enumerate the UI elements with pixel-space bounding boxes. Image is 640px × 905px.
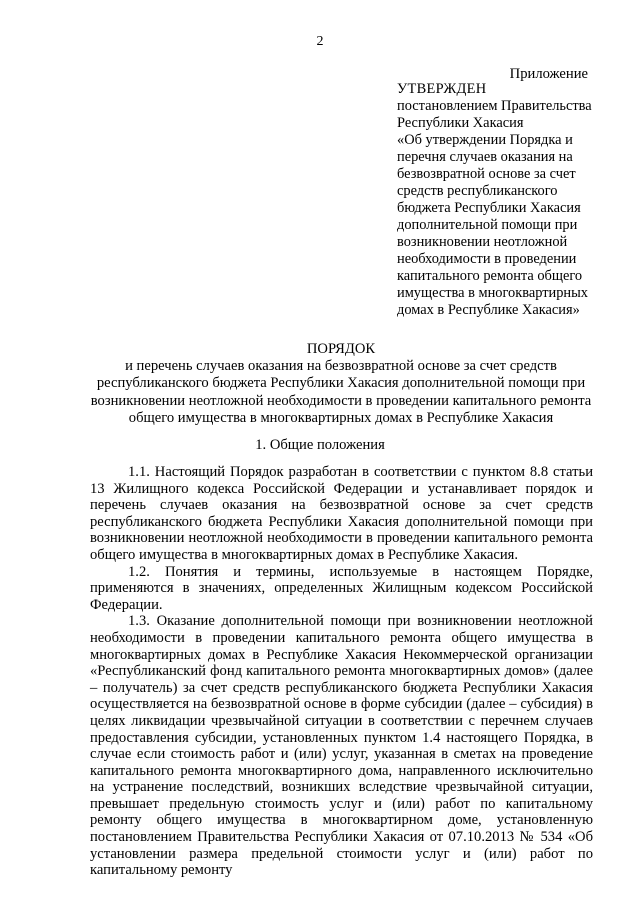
- section-heading: 1. Общие положения: [255, 437, 385, 453]
- approval-line: возникновении неотложной: [397, 234, 568, 250]
- approval-line: средств республиканского: [397, 183, 558, 199]
- approval-block: [397, 81, 597, 319]
- approval-line: постановлением Правительства: [397, 98, 592, 114]
- approval-line: «Об утверждении Порядка и: [397, 132, 573, 148]
- approval-line: домах в Республике Хакасия»: [397, 302, 580, 318]
- approval-line: необходимости в проведении: [397, 251, 577, 267]
- approval-line: бюджета Республики Хакасия: [397, 200, 581, 216]
- approval-line: капитального ремонта общего: [397, 268, 583, 284]
- approval-line: перечня случаев оказания на: [397, 149, 573, 165]
- paragraph: 1.1. Настоящий Порядок разработан в соответствии с пунктом 8.8 статьи 13 Жилищного кодекса Российской Федерации и устанавливает порядок и перечень случаев оказания на безвозвратной основе за счет средств республиканского бюджета Республики Хакасия дополнительной помощи при возникновении неотложной необходимости в проведении капитального ремонта общего имущества в многоквартирных домах в Республике Хакасия.: [90, 464, 593, 563]
- approval-line: безвозвратной основе за счет: [397, 166, 576, 182]
- approved-heading: УТВЕРЖДЕН: [397, 81, 487, 97]
- attachment-label: Приложение: [509, 66, 588, 82]
- approval-line: имущества в многоквартирных: [397, 285, 588, 301]
- paragraph: 1.2. Понятия и термины, используемые в настоящем Порядке, применяются в значениях, определенных Жилищным кодексом Российской Федерации.: [90, 563, 593, 613]
- paragraph: 1.3. Оказание дополнительной помощи при возникновении неотложной необходимости в проведении капитального ремонта общего имущества в многоквартирных домах в Республике Хакасия Некоммерческой организации «Республиканский фонд капитального ремонта многоквартирных домов» (далее – получатель) за счет средств республиканского бюджета Республики Хакасия осуществляется на безвозвратной основе в форме субсидии (далее – субсидия) в целях ликвидации чрезвычайной ситуации в соответствии с перечнем случаев предоставления субсидии, установленных пунктом 1.4 настоящего Порядка, в случае если стоимость работ и (или) услуг, указанная в сметах на проведение капитального ремонта многоквартирного дома, направленного исключительно на устранение последствий, возникших вследствие чрезвычайной ситуации, превышает предельную стоимость услуг и (или) работ по капитальному ремонту общего имущества в многоквартирном доме, установленную постановлением Правительства Республики Хакасия от 07.10.2013 № 534 «Об установлении размера предельной стоимости услуг и (или) работ по капитальному ремонту: [90, 613, 593, 879]
- document-subtitle: и перечень случаев оказания на безвозвратной основе за счет средств республиканского бюджета Республики Хакасия дополнительной помощи при возникновении неотложной необходимости в проведении капитального ремонта общего имущества в многоквартирных домах в Республике Хакасия: [90, 358, 592, 426]
- section-body: [90, 464, 593, 879]
- approval-line: Республики Хакасия: [397, 115, 524, 131]
- approval-line: дополнительной помощи при: [397, 217, 578, 233]
- page-number: 2: [316, 34, 324, 49]
- document-title-block: [90, 341, 592, 427]
- document-title: ПОРЯДОК: [306, 341, 376, 357]
